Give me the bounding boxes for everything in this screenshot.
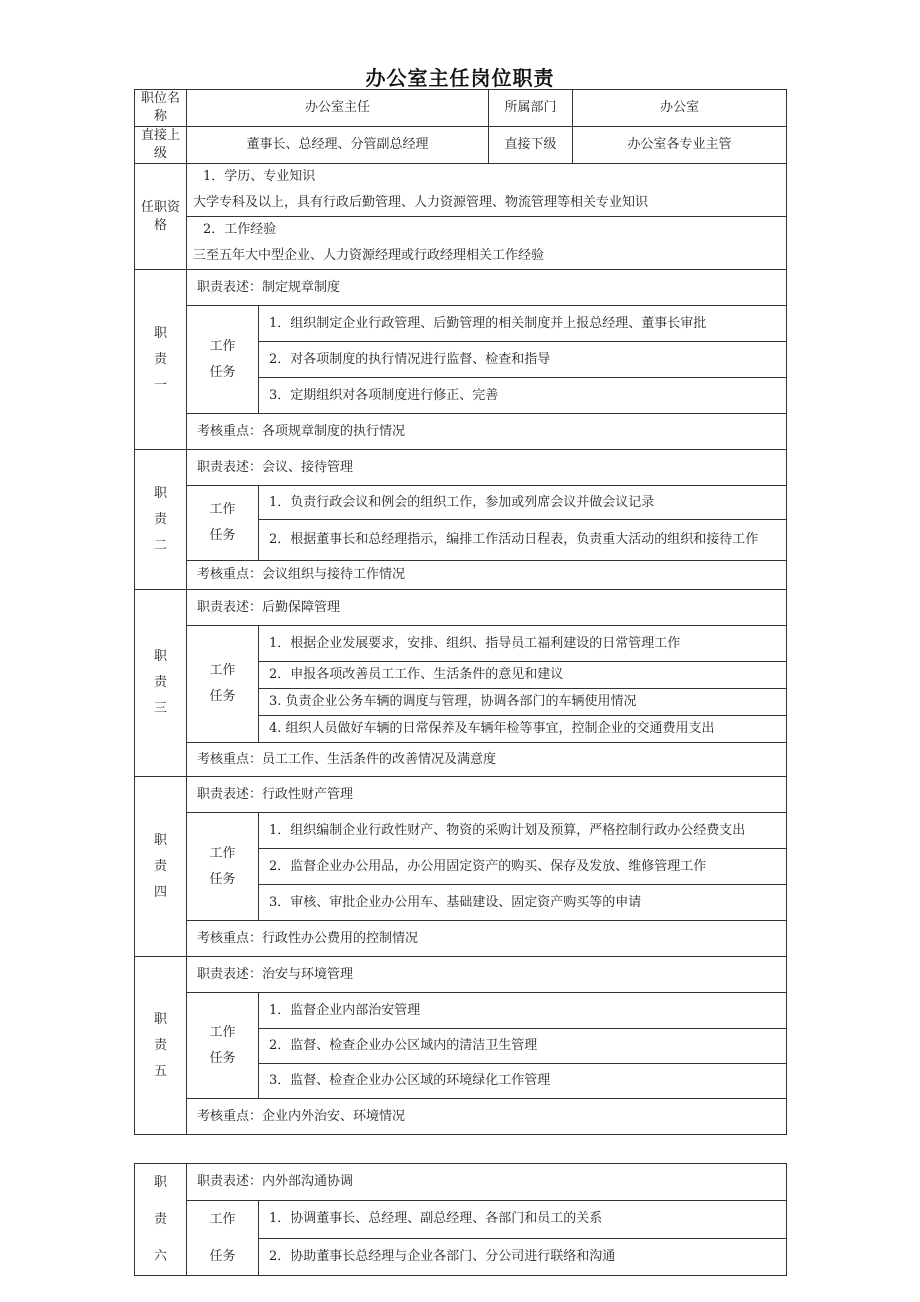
job-responsibility-table-continued (134, 1163, 787, 1276)
duty-2-task-2: 2．根据董事长和总经理指示，编排工作活动日程表，负责重大活动的组织和接待工作 (259, 520, 787, 561)
dept-label: 所属部门 (489, 90, 573, 127)
duty-5-task-1: 1．监督企业内部治安管理 (259, 993, 787, 1029)
duty-5-task-3: 3．监督、检查企业办公区域的环境绿化工作管理 (259, 1064, 787, 1099)
duty-label-text: 职责二 (153, 485, 167, 553)
education-text: 大学专科及以上，具有行政后勤管理、人力资源管理、物流管理等相关专业知识 (193, 195, 649, 210)
duty-4-label (135, 777, 187, 957)
duty-label-text: 职责一 (153, 325, 167, 393)
duty-1-task-3: 3．定期组织对各项制度进行修正、完善 (259, 378, 787, 414)
duty-3-task-row (135, 626, 787, 662)
duty-5-key-point: 考核重点：企业内外治安、环境情况 (187, 1099, 787, 1135)
duty-2-task-row (135, 486, 787, 520)
duty-4-task-2: 2．监督企业办公用品，办公用固定资产的购买、保存及发放、维修管理工作 (259, 849, 787, 885)
duty-1-label (135, 270, 187, 450)
duty-3-description: 职责表述：后勤保障管理 (187, 590, 787, 626)
duty-label-text: 职责四 (153, 832, 167, 900)
task-label-text: 工作任务 (209, 1212, 236, 1264)
duty-2-key-row (135, 561, 787, 590)
duty-1-description: 职责表述：制定规章制度 (187, 270, 787, 306)
duty-1-task-2: 2．对各项制度的执行情况进行监督、检查和指导 (259, 342, 787, 378)
duty-3-task-4: 4. 组织人员做好车辆的日常保养及车辆年检等事宜，控制企业的交通费用支出 (259, 716, 787, 743)
duty-5-label (135, 957, 187, 1135)
duty-4-task-1: 1．组织编制企业行政性财产、物资的采购计划及预算，严格控制行政办公经费支出 (259, 813, 787, 849)
subordinate-value: 办公室各专业主管 (573, 127, 787, 164)
experience-heading: 2．工作经验 (203, 222, 277, 237)
duty-4-task-row (135, 813, 787, 849)
task-label-text: 工作任务 (209, 1024, 236, 1066)
qualification-education (187, 164, 787, 217)
duty-6-task-row (135, 1201, 787, 1239)
duty-1-key-point: 考核重点：各项规章制度的执行情况 (187, 414, 787, 450)
duty-6-task-label (187, 1201, 259, 1276)
task-label-text: 工作任务 (209, 845, 236, 887)
duty-5-task-row (135, 993, 787, 1029)
duty-3-key-point: 考核重点：员工工作、生活条件的改善情况及满意度 (187, 743, 787, 777)
duty-2-key-point: 考核重点：会议组织与接待工作情况 (187, 561, 787, 590)
duty-2-label (135, 450, 187, 590)
duty-1-task-1: 1．组织制定企业行政管理、后勤管理的相关制度并上报总经理、董事长审批 (259, 306, 787, 342)
duty-3-task-3: 3. 负责企业公务车辆的调度与管理，协调各部门的车辆使用情况 (259, 689, 787, 716)
duty-4-task-label (187, 813, 259, 921)
task-label-text: 工作任务 (209, 502, 236, 543)
subordinate-label: 直接下级 (489, 127, 573, 164)
duty-5-task-2: 2．监督、检查企业办公区域内的清洁卫生管理 (259, 1029, 787, 1064)
position-row (135, 90, 787, 127)
duty-3-task-2: 2．申报各项改善员工工作、生活条件的意见和建议 (259, 662, 787, 689)
duty-1-task-row (135, 306, 787, 342)
duty-6-task-1: 1．协调董事长、总经理、副总经理、各部门和员工的关系 (259, 1201, 787, 1239)
superior-value: 董事长、总经理、分管副总经理 (187, 127, 489, 164)
duty-2-description: 职责表述：会议、接待管理 (187, 450, 787, 486)
duty-label-text: 职责六 (153, 1175, 167, 1264)
superior-row (135, 127, 787, 164)
duty-4-desc-row (135, 777, 787, 813)
qualification-experience (187, 217, 787, 270)
job-responsibility-table (134, 89, 787, 1135)
duty-3-task-1: 1．根据企业发展要求，安排、组织、指导员工福利建设的日常管理工作 (259, 626, 787, 662)
qualification-row (135, 217, 787, 270)
duty-1-desc-row (135, 270, 787, 306)
duty-4-key-point: 考核重点：行政性办公费用的控制情况 (187, 921, 787, 957)
duty-1-task-label (187, 306, 259, 414)
duty-5-key-row (135, 1099, 787, 1135)
qualification-label: 任职资格 (135, 164, 187, 270)
duty-4-key-row (135, 921, 787, 957)
superior-label: 直接上级 (135, 127, 187, 164)
duty-label-text: 职责五 (153, 1011, 167, 1079)
duty-2-task-1: 1．负责行政会议和例会的组织工作，参加或列席会议并做会议记录 (259, 486, 787, 520)
position-value: 办公室主任 (187, 90, 489, 127)
dept-value: 办公室 (573, 90, 787, 127)
position-label: 职位名称 (135, 90, 187, 127)
qualification-row (135, 164, 787, 217)
duty-5-desc-row (135, 957, 787, 993)
duty-3-desc-row (135, 590, 787, 626)
duty-1-key-row (135, 414, 787, 450)
page-title: 办公室主任岗位职责 (365, 66, 555, 90)
duty-6-label (135, 1164, 187, 1276)
duty-4-description: 职责表述：行政性财产管理 (187, 777, 787, 813)
education-heading: 1．学历、专业知识 (203, 169, 316, 184)
task-label-text: 工作任务 (209, 663, 236, 704)
duty-3-label (135, 590, 187, 777)
duty-2-desc-row (135, 450, 787, 486)
duty-5-task-label (187, 993, 259, 1099)
duty-5-description: 职责表述：治安与环境管理 (187, 957, 787, 993)
duty-6-desc-row (135, 1164, 787, 1201)
duty-4-task-3: 3．审核、审批企业办公用车、基础建设、固定资产购买等的申请 (259, 885, 787, 921)
duty-3-key-row (135, 743, 787, 777)
experience-text: 三至五年大中型企业、人力资源经理或行政经理相关工作经验 (193, 248, 545, 263)
duty-6-description: 职责表述：内外部沟通协调 (187, 1164, 787, 1201)
duty-label-text: 职责三 (153, 649, 167, 716)
duty-2-task-label (187, 486, 259, 561)
duty-3-task-label (187, 626, 259, 743)
task-label-text: 工作任务 (209, 338, 236, 380)
duty-6-task-2: 2．协助董事长总经理与企业各部门、分公司进行联络和沟通 (259, 1238, 787, 1276)
